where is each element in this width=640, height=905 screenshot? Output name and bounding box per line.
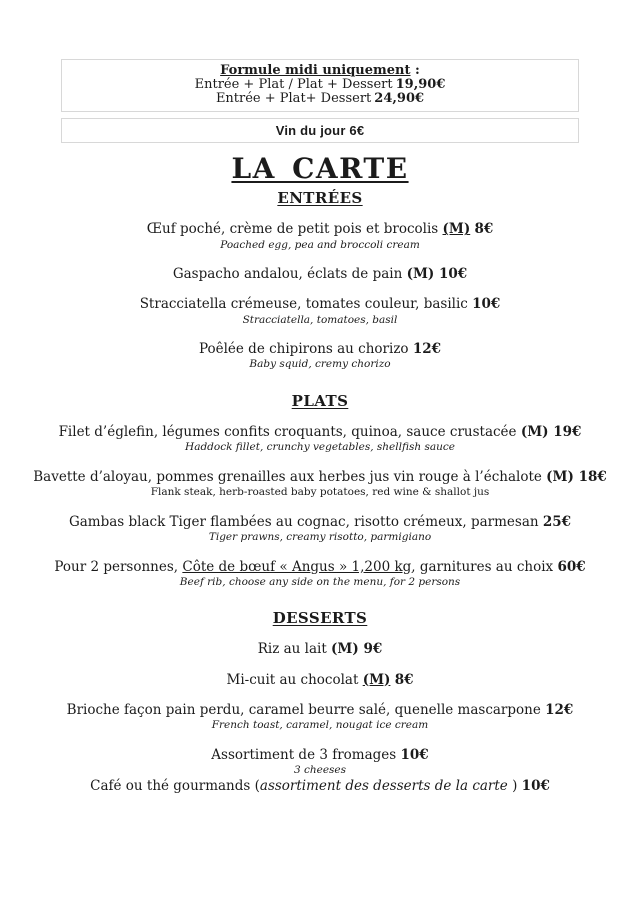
item-text-part: 12€	[545, 701, 574, 718]
menu-item	[0, 514, 640, 545]
menu-item	[0, 341, 640, 372]
menu-item	[0, 672, 640, 688]
item-text-part: 10€	[400, 746, 429, 763]
menu-sections	[0, 189, 640, 794]
item-text-part: (M) 10€	[406, 266, 468, 283]
item-text-part: assortiment des desserts de la carte	[259, 778, 508, 795]
menu-item	[0, 296, 640, 327]
item-name-and-price	[0, 747, 640, 763]
item-translation: French toast, caramel, nougat ice cream	[211, 718, 429, 731]
item-text-part: Œuf poché, crème de petit pois et brocolis	[146, 221, 443, 238]
menu-title: LA CARTE	[231, 152, 409, 186]
item-translation: Flank steak, herb-roasted baby potatoes, red wine & shallot jus	[150, 486, 490, 499]
item-text-part: 8€	[394, 671, 414, 688]
section-title: ENTRÉES	[277, 189, 363, 208]
wine-label: Vin du jour 6€	[275, 123, 365, 139]
formule-line-1-price: 19,90€	[395, 77, 446, 93]
item-text-part: (M)	[362, 671, 391, 688]
item-name-and-price	[0, 469, 640, 485]
menu-item	[0, 747, 640, 778]
item-name-and-price	[0, 778, 640, 794]
item-text-part: Poêlée de chipirons au chorizo	[198, 341, 413, 358]
item-text-part: Filet d’églefin, légumes confits croquants, quinoa, sauce crustacée	[58, 424, 521, 441]
item-translation: Poached egg, pea and broccoli cream	[220, 238, 420, 251]
item-text-part: Gambas black Tiger flambées au cognac, risotto crémeux, parmesan	[68, 513, 543, 530]
formule-line-1-text: Entrée + Plat / Plat + Dessert	[194, 77, 393, 93]
menu-section	[0, 609, 640, 794]
item-text-part: Riz au lait	[257, 641, 332, 658]
menu-item	[0, 221, 640, 252]
formule-title	[62, 64, 578, 78]
menu-item	[0, 702, 640, 733]
item-name-and-price	[0, 296, 640, 312]
item-name-and-price	[0, 514, 640, 530]
item-text-part: (M)	[442, 221, 471, 238]
item-translation: Haddock fillet, crunchy vegetables, shellfish sauce	[185, 441, 455, 454]
item-translation: Stracciatella, tomatoes, basil	[242, 313, 398, 326]
section-title: PLATS	[291, 392, 349, 411]
formule-line-2-price: 24,90€	[374, 91, 425, 107]
item-translation: Baby squid, cremy chorizo	[249, 358, 391, 371]
item-text-part: , garnitures au choix	[411, 558, 558, 575]
formule-title-text: Formule midi uniquement	[220, 63, 411, 78]
formule-box	[61, 59, 579, 112]
section-title: DESSERTS	[272, 609, 368, 628]
formule-line-1	[62, 78, 578, 92]
item-text-part: Mi-cuit au chocolat	[226, 671, 363, 688]
item-text-part: 12€	[412, 341, 442, 358]
item-text-part: Côte de bœuf « Angus » 1,200 kg	[182, 558, 412, 575]
item-text-part: Café ou thé gourmands (	[90, 778, 260, 795]
menu-item	[0, 559, 640, 590]
item-text-part: Gaspacho andalou, éclats de pain	[172, 266, 407, 283]
wine-box	[61, 118, 579, 143]
item-name-and-price	[0, 221, 640, 237]
item-text-part: 10€	[521, 778, 550, 795]
item-text-part: Bavette d’aloyau, pommes grenailles aux herbes jus vin rouge à l’échalote	[33, 468, 547, 485]
item-name-and-price	[0, 341, 640, 357]
formule-line-2	[62, 92, 578, 106]
item-text-part: Assortiment de 3 fromages	[211, 746, 401, 763]
item-name-and-price	[0, 424, 640, 440]
menu-item	[0, 641, 640, 657]
item-text-part: 8€	[474, 221, 494, 238]
item-text-part: Brioche façon pain perdu, caramel beurre salé, quenelle mascarpone	[66, 701, 546, 718]
item-text-part: Stracciatella crémeuse, tomates couleur, basilic	[139, 296, 473, 313]
item-name-and-price	[0, 641, 640, 657]
item-translation: Beef rib, choose any side on the menu, for 2 persons	[179, 575, 461, 588]
menu-section	[0, 189, 640, 372]
item-name-and-price	[0, 559, 640, 575]
item-name-and-price	[0, 702, 640, 718]
item-text-part: Pour 2 personnes,	[54, 558, 183, 575]
item-text-part: (M) 9€	[331, 641, 383, 658]
item-name-and-price	[0, 266, 640, 282]
item-text-part: (M) 19€	[520, 424, 582, 441]
menu-item	[0, 424, 640, 455]
menu-item	[0, 778, 640, 794]
menu-section	[0, 392, 640, 589]
item-text-part: )	[507, 778, 522, 795]
menu	[0, 152, 640, 794]
formule-title-colon: :	[410, 63, 420, 78]
menu-item	[0, 469, 640, 500]
item-translation: Tiger prawns, creamy risotto, parmigiano	[208, 530, 432, 543]
menu-item	[0, 266, 640, 282]
item-name-and-price	[0, 672, 640, 688]
item-text-part: 60€	[557, 558, 586, 575]
item-text-part: (M) 18€	[546, 468, 607, 485]
item-text-part: 10€	[472, 296, 501, 313]
formule-line-2-text: Entrée + Plat+ Dessert	[215, 91, 372, 107]
item-text-part: 25€	[542, 513, 572, 530]
item-translation: 3 cheeses	[293, 763, 347, 776]
